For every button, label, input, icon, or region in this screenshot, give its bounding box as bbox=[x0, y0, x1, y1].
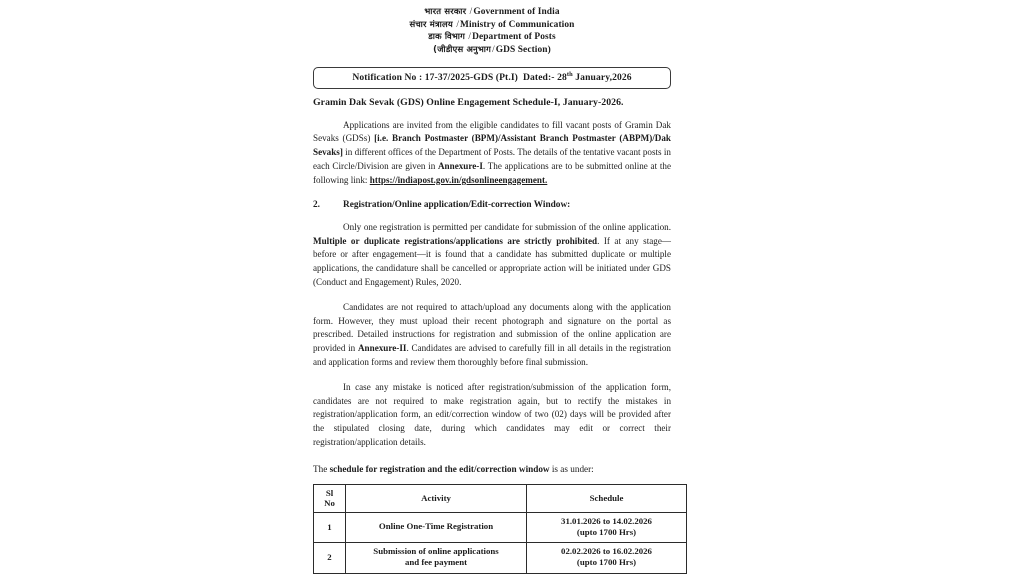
row-2-activity bbox=[346, 543, 527, 574]
column-header-sl: Sl bbox=[325, 487, 334, 498]
letterhead-line-1 bbox=[313, 6, 671, 19]
schedule-table bbox=[313, 484, 687, 574]
row-1-schedule-dates: 31.01.2026 to 14.02.2026 bbox=[561, 515, 652, 526]
paragraph-single-registration bbox=[313, 210, 671, 290]
schedule-intro-text-1: The bbox=[313, 463, 330, 474]
column-header-sl-no-stack bbox=[316, 488, 343, 509]
paragraph-applications-invited bbox=[313, 108, 671, 188]
column-header-schedule: Schedule bbox=[527, 484, 687, 512]
letterhead-line-2-english: Ministry of Communication bbox=[460, 19, 575, 30]
notification-box-wrapper bbox=[313, 67, 671, 89]
letterhead-line-4-devanagari: (जीडीएस अनुभाग bbox=[433, 43, 492, 54]
table-header-row bbox=[314, 484, 687, 512]
para2-bold-prohibited: Multiple or duplicate registrations/applications are strictly prohibited bbox=[313, 235, 598, 246]
schedule-intro-line bbox=[313, 450, 671, 476]
schedule-table-head bbox=[314, 484, 687, 512]
letterhead-line-4 bbox=[313, 44, 671, 57]
schedule-intro-text-2: is as under: bbox=[549, 463, 594, 474]
para1-text-2: in different offices of the Department of Posts. The details of the tentative vacant posts in each Circle/Division are given in bbox=[313, 147, 671, 172]
para1-bold-annexure-i: Annexure-I bbox=[437, 161, 483, 172]
para4-text-1: In case any mistake is noticed after registration/submission of the application form, candidates are not required to make registration again, but to rectify the mistakes in registration/application form, an edit/correction window of two (02) days will be provided after the stipulated closing date, during which candidates may edit or correct their registration/application details. bbox=[313, 381, 671, 448]
notification-day: 28 bbox=[557, 71, 567, 83]
letterhead-separator: / bbox=[492, 43, 495, 54]
para1-bold-posts: [i.e. Branch Postmaster (BPM)/Assistant Branch Postmaster (ABPM)/Dak Sevaks] bbox=[313, 133, 671, 158]
letterhead bbox=[313, 0, 671, 57]
schedule-intro-bold: schedule for registration and the edit/correction window bbox=[329, 463, 550, 474]
letterhead-line-3-english: Department of Posts bbox=[472, 32, 556, 43]
letterhead-line-1-english: Government of India bbox=[473, 7, 560, 17]
letterhead-line-2 bbox=[313, 19, 671, 32]
row-1-activity: Online One-Time Registration bbox=[346, 512, 527, 543]
section-2-heading bbox=[313, 188, 671, 210]
letterhead-separator: / bbox=[453, 18, 459, 29]
notification-number: 17-37/2025-GDS (Pt.I) bbox=[424, 71, 518, 83]
para2-text-1: Only one registration is permitted per candidate for submission of the online application. bbox=[343, 221, 671, 232]
letterhead-line-4-english: GDS Section) bbox=[495, 44, 551, 55]
application-portal-link[interactable]: https://indiapost.gov.in/gdsonlineengagement. bbox=[369, 174, 548, 185]
document-content-column bbox=[313, 0, 671, 574]
row-2-sl-no: 2 bbox=[314, 543, 346, 574]
letterhead-line-2-devanagari: संचार मंत्रालय bbox=[409, 18, 453, 29]
letterhead-line-3-devanagari: डाक विभाग bbox=[428, 31, 466, 42]
letterhead-separator: / bbox=[467, 6, 473, 16]
para2-text-2: . If at any stage—before or after engagement—it is found that a candidate has submitted duplicate or multiple applications, the candidature shall be cancelled or appropriate action will be initiated under GDS (Conduct and Engagement) Rules, 2020. bbox=[313, 235, 672, 287]
para3-text-1: Candidates are not required to attach/upload any documents along with the application form. However, they must upload their recent photograph and signature on the portal as prescribed. Detailed instructions for registration and submission of the online application are provided in bbox=[313, 301, 671, 354]
row-2-schedule bbox=[527, 543, 687, 574]
page-title: Gramin Dak Sevak (GDS) Online Engagement Schedule-I, January-2026. bbox=[313, 96, 624, 108]
row-1-sl-no: 1 bbox=[314, 512, 346, 543]
notification-dated-label: Dated:- bbox=[522, 71, 558, 83]
paragraph-documents-upload bbox=[313, 290, 671, 370]
paragraph-edit-correction bbox=[313, 370, 671, 450]
row-2-activity-line-1: Submission of online applications bbox=[373, 546, 499, 556]
row-2-activity-line-2: and fee payment bbox=[404, 557, 468, 568]
notification-box bbox=[313, 67, 671, 89]
para1-text-3: . The applications are to be submitted online at the following link: bbox=[313, 161, 671, 185]
schedule-table-body bbox=[314, 512, 687, 573]
section-2-title: Registration/Online application/Edit-correction Window: bbox=[343, 199, 571, 210]
column-header-sl-no bbox=[314, 484, 346, 512]
letterhead-line-1-devanagari: भारत सरकार bbox=[424, 6, 467, 16]
row-2-schedule-time: (upto 1700 Hrs) bbox=[576, 557, 637, 568]
para1-text-1: Applications are invited from the eligible candidates to fill vacant posts of Gramin Dak Sevaks (GDSs) bbox=[313, 119, 671, 144]
section-2-number: 2. bbox=[313, 199, 320, 210]
notification-day-suffix: th bbox=[566, 70, 573, 78]
notification-month-year: January,2026 bbox=[575, 71, 632, 83]
row-1-schedule-time: (upto 1700 Hrs) bbox=[576, 526, 637, 537]
table-row bbox=[314, 543, 687, 574]
column-header-activity: Activity bbox=[346, 484, 527, 512]
para3-bold-annexure-ii: Annexure-II bbox=[357, 343, 407, 354]
notification-label: Notification No : bbox=[352, 71, 425, 83]
column-header-no: No bbox=[324, 498, 335, 509]
para3-text-2: . Candidates are advised to carefully fill in all details in the registration and application forms and review them thoroughly before final submission. bbox=[313, 343, 671, 367]
letterhead-line-3 bbox=[313, 31, 671, 44]
row-2-schedule-dates: 02.02.2026 to 16.02.2026 bbox=[561, 546, 652, 556]
letterhead-separator: / bbox=[466, 31, 472, 42]
